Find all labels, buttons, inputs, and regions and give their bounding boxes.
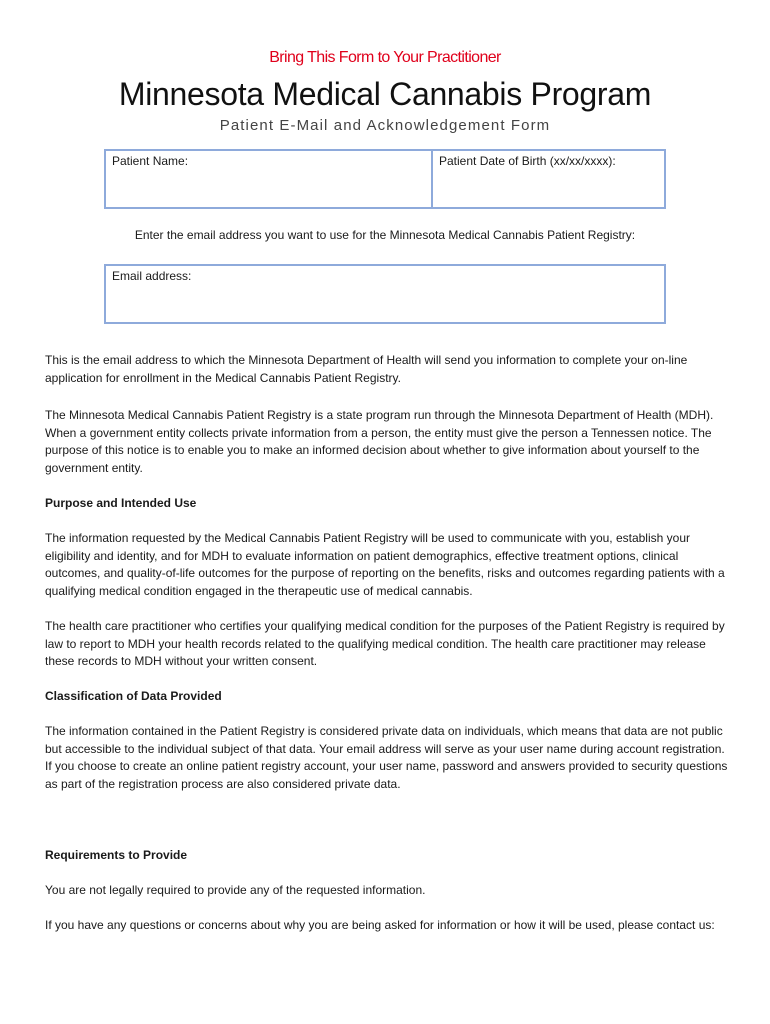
- patient-name-field[interactable]: [104, 149, 433, 209]
- page-title: Minnesota Medical Cannabis Program: [118, 76, 652, 112]
- heading-classification: Classification of Data Provided: [45, 689, 222, 703]
- paragraph-purpose: The information requested by the Medical Cannabis Patient Registry will be used to communicate with you, establish your eligibility and identity, and for MDH to evaluate information on patient demographics, effective treatment options, clinical outcomes, and quality-of-life outcomes for the purpose of reporting on the benefits, risks and outcomes regarding patients with a qualifying medical condition engaged in the therapeutic use of medical cannabis.: [45, 531, 725, 598]
- heading-requirements: Requirements to Provide: [45, 848, 188, 862]
- patient-name-label: Patient Name:: [112, 154, 189, 168]
- bring-form-notice: Bring This Form to Your Practitioner: [269, 49, 501, 66]
- paragraph-email-purpose: This is the email address to which the Minnesota Department of Health will send you information to complete your on-line application for enrollment in the Medical Cannabis Patient Registry.: [45, 353, 688, 385]
- paragraph-not-required: You are not legally required to provide any of the requested information.: [45, 883, 426, 897]
- page-subtitle: Patient E-Mail and Acknowledgement Form: [219, 117, 551, 134]
- paragraph-contact: If you have any questions or concerns about why you are being asked for information or how it will be used, please contact us:: [45, 918, 715, 932]
- email-instruction: Enter the email address you want to use for the Minnesota Medical Cannabis Patient Registry:: [134, 228, 636, 242]
- paragraph-registry-notice: The Minnesota Medical Cannabis Patient Registry is a state program run through the Minnesota Department of Health (MDH). When a government entity collects private information from a person, the entity must give the person a Tennessen notice. The purpose of this notice is to enable you to make an informed decision about whether to give information about yourself to the government entity.: [45, 408, 714, 475]
- patient-dob-field[interactable]: [431, 149, 666, 209]
- heading-purpose: Purpose and Intended Use: [45, 496, 197, 510]
- paragraph-classification: The information contained in the Patient Registry is considered private data on individuals, which means that data are not public but accessible to the individual subject of that data. Your email address will serve as your user name during account registration. If you choose to create an online patient registry account, your user name, password and answers provided to security questions as part of the registration process are also considered private data.: [45, 724, 728, 791]
- patient-dob-label: Patient Date of Birth (xx/xx/xxxx):: [439, 154, 616, 168]
- email-address-label: Email address:: [112, 269, 192, 283]
- email-address-field[interactable]: [104, 264, 666, 324]
- paragraph-practitioner: The health care practitioner who certifies your qualifying medical condition for the purposes of the Patient Registry is required by law to report to MDH your health records related to the qualifying medical condition. The health care practitioner may release these records to MDH without your written consent.: [45, 619, 725, 669]
